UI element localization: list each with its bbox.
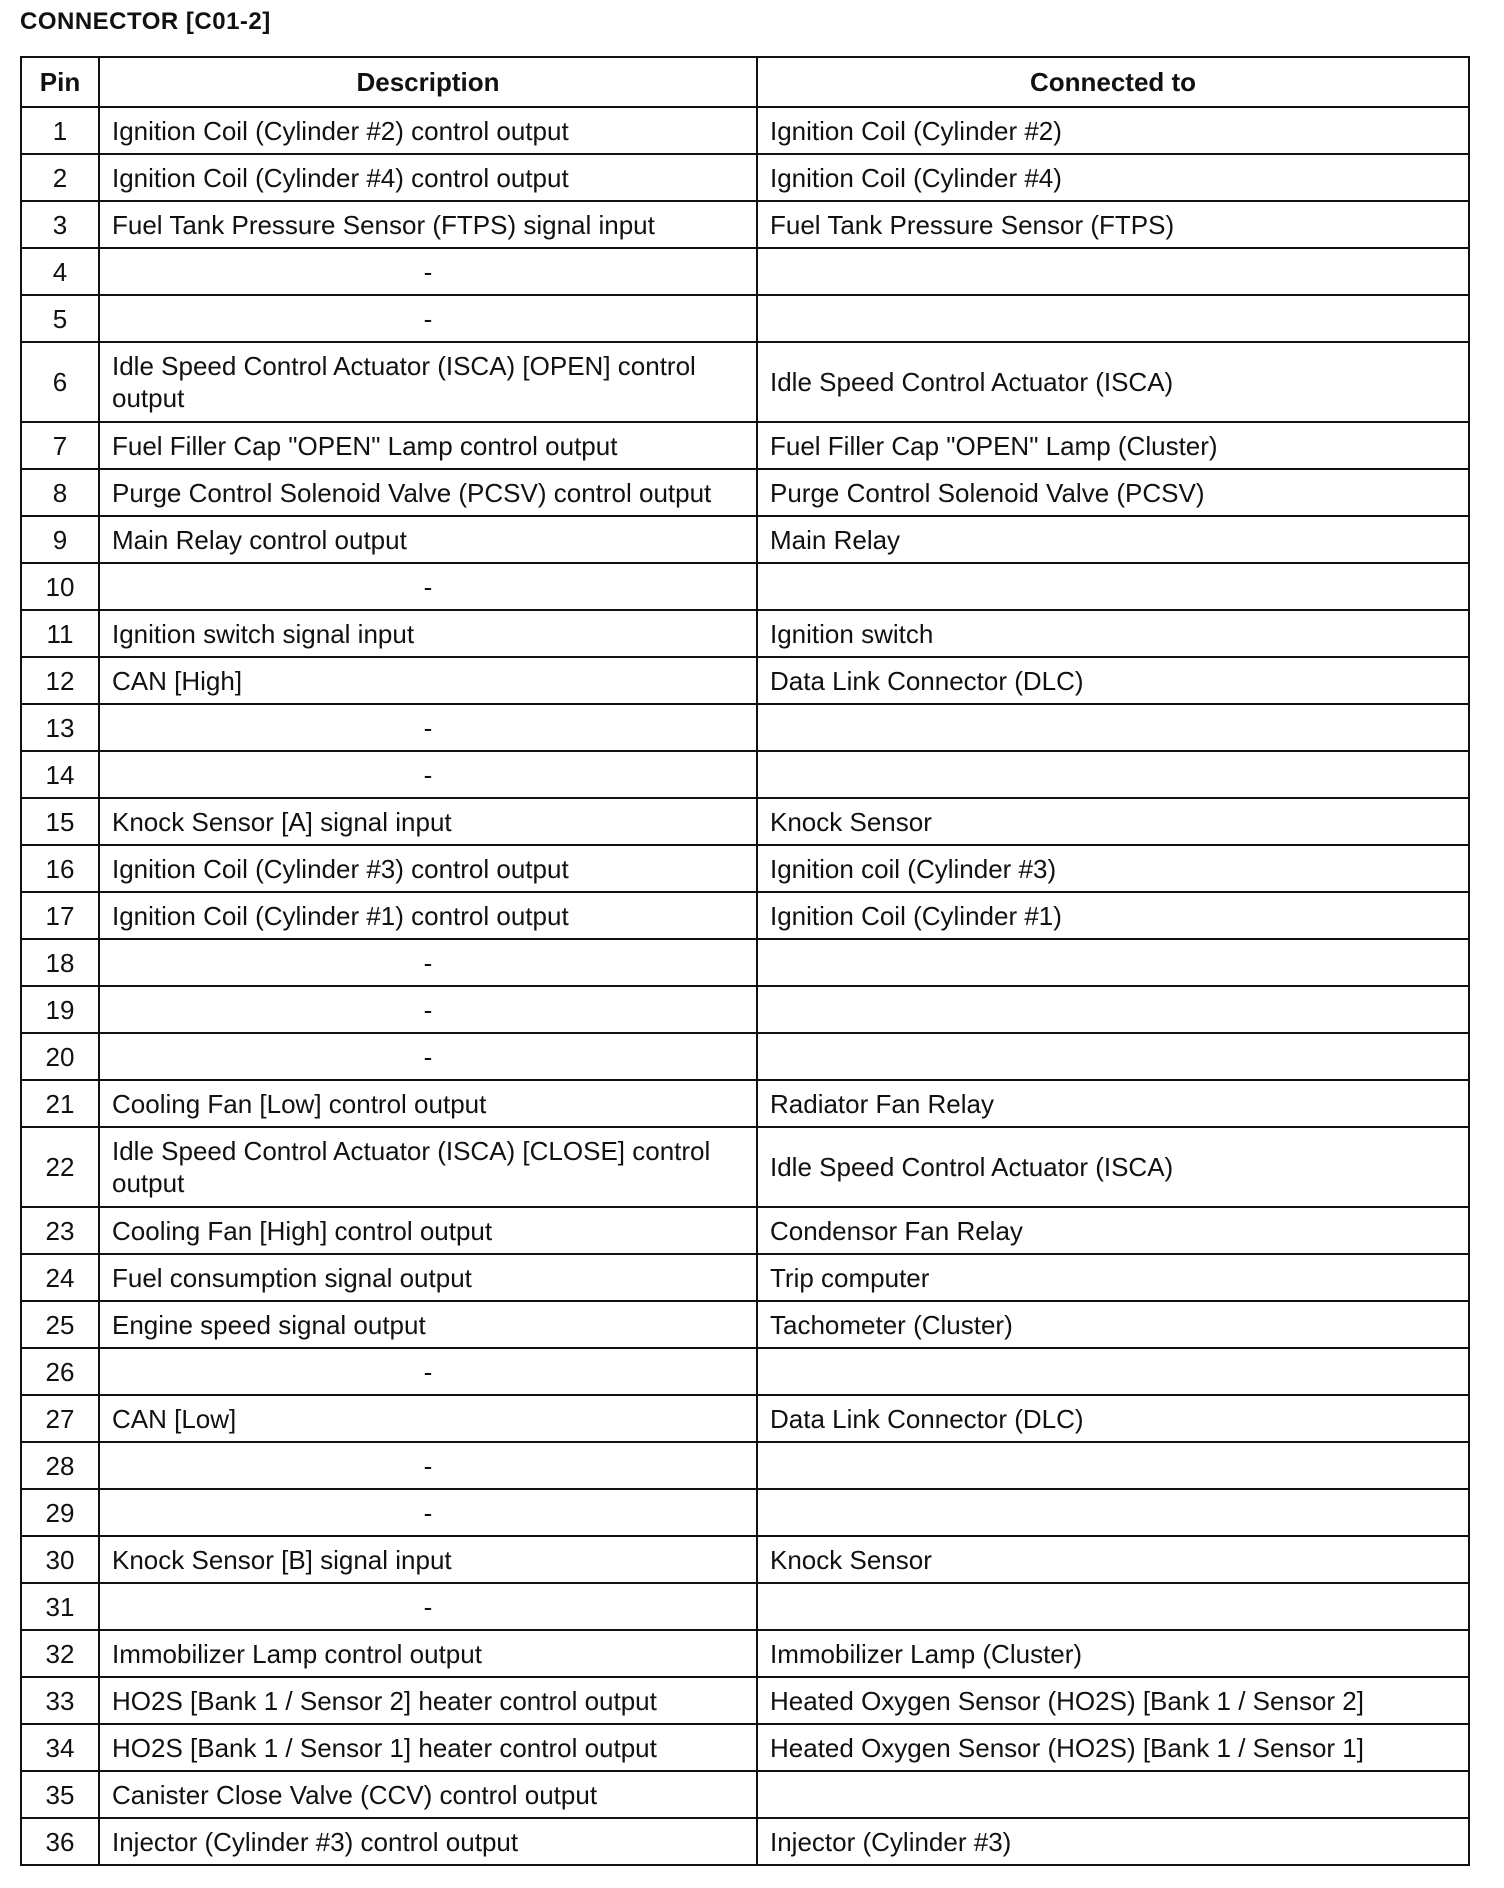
pin-number: 9 [21,516,99,563]
table-row [21,1771,1469,1818]
table-row [21,657,1469,704]
table-row [21,1127,1469,1207]
pin-connected-to: Heated Oxygen Sensor (HO2S) [Bank 1 / Sensor 1] [757,1724,1469,1771]
table-row [21,845,1469,892]
pin-description: HO2S [Bank 1 / Sensor 1] heater control output [99,1724,757,1771]
pin-description: Injector (Cylinder #3) control output [99,1818,757,1865]
pin-description: - [99,1489,757,1536]
pin-description: Knock Sensor [A] signal input [99,798,757,845]
pin-number: 5 [21,295,99,342]
pin-description: Ignition Coil (Cylinder #2) control output [99,107,757,154]
pin-description: Purge Control Solenoid Valve (PCSV) control output [99,469,757,516]
table-row [21,1630,1469,1677]
table-row [21,1395,1469,1442]
table-row [21,516,1469,563]
pin-description: Ignition switch signal input [99,610,757,657]
table-row [21,295,1469,342]
pin-number: 36 [21,1818,99,1865]
table-row [21,1254,1469,1301]
table-row [21,1724,1469,1771]
pin-description: Ignition Coil (Cylinder #1) control output [99,892,757,939]
pin-number: 12 [21,657,99,704]
pin-number: 14 [21,751,99,798]
pin-connected-to: Ignition Coil (Cylinder #1) [757,892,1469,939]
pin-number: 11 [21,610,99,657]
pin-description: Cooling Fan [Low] control output [99,1080,757,1127]
header-connected-to: Connected to [757,57,1469,107]
table-row [21,986,1469,1033]
table-row [21,1301,1469,1348]
table-row [21,1536,1469,1583]
pin-number: 33 [21,1677,99,1724]
table-row [21,107,1469,154]
pin-connected-to: Trip computer [757,1254,1469,1301]
pin-number: 24 [21,1254,99,1301]
pin-description: CAN [Low] [99,1395,757,1442]
pin-number: 22 [21,1127,99,1207]
pin-description: Ignition Coil (Cylinder #3) control output [99,845,757,892]
pin-number: 20 [21,1033,99,1080]
table-row [21,342,1469,422]
table-row [21,751,1469,798]
table-row [21,563,1469,610]
pin-connected-to: Knock Sensor [757,798,1469,845]
pin-number: 16 [21,845,99,892]
table-row [21,1818,1469,1865]
connector-pin-table [20,56,1470,1866]
pin-number: 17 [21,892,99,939]
pin-number: 26 [21,1348,99,1395]
pin-connected-to [757,939,1469,986]
pin-description: Immobilizer Lamp control output [99,1630,757,1677]
pin-connected-to [757,986,1469,1033]
pin-description: Fuel consumption signal output [99,1254,757,1301]
pin-description: - [99,1033,757,1080]
pin-description: Engine speed signal output [99,1301,757,1348]
pin-connected-to: Ignition switch [757,610,1469,657]
pin-number: 35 [21,1771,99,1818]
pin-number: 3 [21,201,99,248]
pin-description: - [99,704,757,751]
pin-connected-to [757,1771,1469,1818]
pin-number: 2 [21,154,99,201]
pin-description: Idle Speed Control Actuator (ISCA) [CLOSE] control output [99,1127,757,1207]
pin-connected-to: Fuel Tank Pressure Sensor (FTPS) [757,201,1469,248]
pin-description: - [99,1583,757,1630]
table-row [21,1583,1469,1630]
pin-description: - [99,939,757,986]
table-row [21,1677,1469,1724]
pin-description: - [99,1348,757,1395]
pin-number: 34 [21,1724,99,1771]
pin-description: HO2S [Bank 1 / Sensor 2] heater control output [99,1677,757,1724]
pin-connected-to: Data Link Connector (DLC) [757,1395,1469,1442]
pin-connected-to: Heated Oxygen Sensor (HO2S) [Bank 1 / Sensor 2] [757,1677,1469,1724]
pin-description: Fuel Tank Pressure Sensor (FTPS) signal input [99,201,757,248]
pin-description: Fuel Filler Cap "OPEN" Lamp control output [99,422,757,469]
table-header-row [21,57,1469,107]
table-row [21,154,1469,201]
table-row [21,704,1469,751]
pin-number: 1 [21,107,99,154]
pin-number: 32 [21,1630,99,1677]
header-pin: Pin [21,57,99,107]
table-row [21,1348,1469,1395]
pin-number: 23 [21,1207,99,1254]
pin-number: 25 [21,1301,99,1348]
table-row [21,201,1469,248]
pin-number: 29 [21,1489,99,1536]
pin-description: Ignition Coil (Cylinder #4) control output [99,154,757,201]
pin-connected-to [757,1348,1469,1395]
pin-description: - [99,295,757,342]
pin-description: - [99,1442,757,1489]
pin-number: 30 [21,1536,99,1583]
pin-connected-to: Idle Speed Control Actuator (ISCA) [757,342,1469,422]
pin-connected-to: Fuel Filler Cap "OPEN" Lamp (Cluster) [757,422,1469,469]
pin-description: Canister Close Valve (CCV) control output [99,1771,757,1818]
pin-connected-to: Radiator Fan Relay [757,1080,1469,1127]
pin-connected-to [757,704,1469,751]
pin-connected-to: Knock Sensor [757,1536,1469,1583]
table-row [21,1489,1469,1536]
pin-number: 8 [21,469,99,516]
pin-connected-to: Idle Speed Control Actuator (ISCA) [757,1127,1469,1207]
table-row [21,1207,1469,1254]
pin-number: 31 [21,1583,99,1630]
pin-connected-to: Data Link Connector (DLC) [757,657,1469,704]
pin-connected-to: Ignition coil (Cylinder #3) [757,845,1469,892]
pin-description: CAN [High] [99,657,757,704]
pin-number: 27 [21,1395,99,1442]
pin-connected-to [757,1489,1469,1536]
table-row [21,248,1469,295]
pin-connected-to: Immobilizer Lamp (Cluster) [757,1630,1469,1677]
pin-connected-to [757,295,1469,342]
table-body [21,107,1469,1865]
pin-connected-to: Ignition Coil (Cylinder #4) [757,154,1469,201]
pin-connected-to: Injector (Cylinder #3) [757,1818,1469,1865]
pin-connected-to: Main Relay [757,516,1469,563]
pin-description: - [99,986,757,1033]
table-row [21,1033,1469,1080]
pin-description: Idle Speed Control Actuator (ISCA) [OPEN] control output [99,342,757,422]
pin-number: 6 [21,342,99,422]
pin-connected-to: Condensor Fan Relay [757,1207,1469,1254]
table-row [21,939,1469,986]
pin-number: 21 [21,1080,99,1127]
pin-connected-to: Purge Control Solenoid Valve (PCSV) [757,469,1469,516]
table-row [21,1442,1469,1489]
pin-connected-to [757,1583,1469,1630]
pin-number: 10 [21,563,99,610]
table-row [21,469,1469,516]
table-row [21,1080,1469,1127]
pin-connected-to [757,751,1469,798]
pin-number: 28 [21,1442,99,1489]
table-row [21,422,1469,469]
pin-description: Main Relay control output [99,516,757,563]
pin-description: Knock Sensor [B] signal input [99,1536,757,1583]
pin-number: 15 [21,798,99,845]
pin-connected-to [757,248,1469,295]
pin-connected-to [757,1033,1469,1080]
pin-description: - [99,248,757,295]
pin-connected-to: Ignition Coil (Cylinder #2) [757,107,1469,154]
pin-number: 19 [21,986,99,1033]
pin-description: - [99,751,757,798]
table-row [21,610,1469,657]
pin-number: 18 [21,939,99,986]
pin-description: Cooling Fan [High] control output [99,1207,757,1254]
page-title: CONNECTOR [C01-2] [20,8,271,35]
pin-connected-to: Tachometer (Cluster) [757,1301,1469,1348]
pin-connected-to [757,1442,1469,1489]
table-row [21,892,1469,939]
pin-description: - [99,563,757,610]
pin-number: 13 [21,704,99,751]
pin-number: 4 [21,248,99,295]
table-row [21,798,1469,845]
header-description: Description [99,57,757,107]
pin-connected-to [757,563,1469,610]
pin-number: 7 [21,422,99,469]
